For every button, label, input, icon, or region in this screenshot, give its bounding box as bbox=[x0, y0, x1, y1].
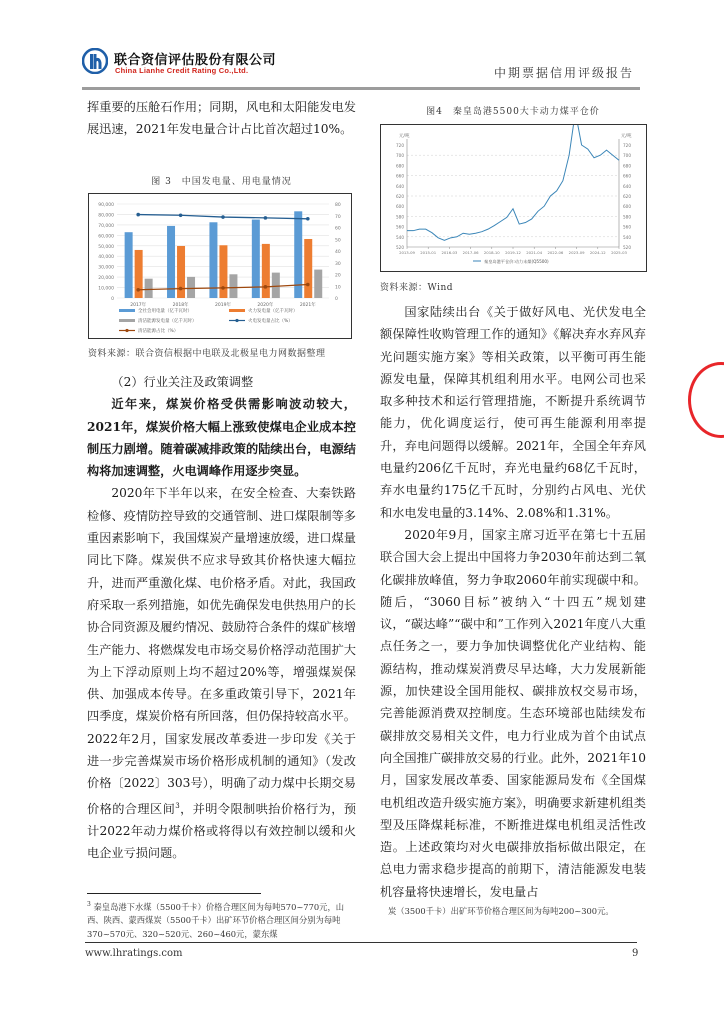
svg-text:70: 70 bbox=[335, 214, 341, 220]
svg-text:2018-10: 2018-10 bbox=[483, 250, 500, 255]
svg-text:2019年: 2019年 bbox=[215, 303, 231, 308]
svg-text:50: 50 bbox=[335, 238, 341, 244]
svg-text:50,000: 50,000 bbox=[98, 244, 114, 250]
svg-text:720: 720 bbox=[396, 143, 404, 148]
footer-website-link[interactable]: www.lhratings.com bbox=[85, 948, 183, 959]
svg-text:清洁能源占比（%）: 清洁能源占比（%） bbox=[138, 329, 179, 334]
svg-text:640: 640 bbox=[623, 183, 631, 189]
svg-text:40: 40 bbox=[335, 250, 341, 255]
report-type: 中期票据信用评级报告 bbox=[493, 66, 634, 80]
right-paragraph-1: 国家陆续出台《关于做好风电、光伏发电全额保障性收购管理工作的通知》《解决弃水弃风弃光问题实施方案》等相关政策，以平衡可再生能源发电量，保障其机组利用水平。电网公司也采取多种技术和运行管理措施，不断提升系统调节能力，优化调度运行，使可再生能源利用率提升，弃电问题得以缓解。2021年，全国全年弃风电量约206亿千瓦时，弃光电量约68亿千瓦时，弃水电量约175亿千瓦时，分别约占风电、光伏和水电发电量的3.14%、2.08%和1.31%。 bbox=[380, 305, 646, 520]
page-header bbox=[82, 48, 642, 84]
left-paragraph-1: 2020年下半年以来，在安全检查、大秦铁路检修、疫情防控导致的交通管制、进口煤限制等多重因素影响下，我国煤炭产量增速放缓，进口煤量同比下降。煤炭供不应求导致其价格快速大幅拉升，进而严重激化煤、电价格矛盾。对此，我国政府采取一系列措施，如优先确保发电供热用户的长协合同资源及履约情况、鼓励符合条件的煤矿核增生产能力、将燃煤发电市场交易价格浮动范围扩大为上下浮动原则上均不超过20%等，增强煤炭保供、加强成本传导。在多重政策引导下，2021年四季度，煤炭价格有所回落，但仍保持较高水平。2022年2月，国家发展改革委进一步印发《关于进一步完善煤炭市场价格形成机制的通知》（发改价格〔2022〕303号），明确了动力煤中长期交易价格的合理区间$^3$，并明令限制哄抬价格行为，预计2022年动力煤价格或将得以有效控制以缓和火电企业亏损问题。 bbox=[87, 486, 357, 861]
svg-text:40,000: 40,000 bbox=[98, 255, 114, 261]
svg-text:80,000: 80,000 bbox=[98, 213, 114, 219]
svg-text:720: 720 bbox=[623, 143, 631, 148]
svg-text:580: 580 bbox=[623, 214, 631, 220]
svg-text:60: 60 bbox=[335, 226, 341, 232]
company-logo-icon bbox=[82, 48, 108, 74]
svg-text:火电发电量占比（%）: 火电发电量占比（%） bbox=[248, 319, 293, 324]
left-body bbox=[87, 371, 356, 865]
footnote-ref[interactable]: 3 bbox=[175, 801, 180, 810]
svg-text:20: 20 bbox=[335, 273, 341, 279]
svg-text:600: 600 bbox=[623, 204, 631, 210]
footnote-right: 炭（3500千卡）出矿环节价格合理区间为每吨200~300元。 bbox=[388, 906, 614, 916]
svg-text:60,000: 60,000 bbox=[98, 234, 114, 240]
svg-text:30: 30 bbox=[335, 261, 341, 267]
svg-text:80: 80 bbox=[335, 203, 341, 208]
left-intro-paragraph: 挥重要的压舱石作用；同期，风电和太阳能发电发展迅速，2021年发电量合计占比首次超过10%。 bbox=[87, 100, 356, 137]
svg-text:560: 560 bbox=[396, 224, 404, 230]
section-title: （2）行业关注及政策调整 bbox=[111, 375, 254, 389]
svg-text:10: 10 bbox=[335, 285, 341, 291]
svg-text:2017年: 2017年 bbox=[130, 303, 147, 308]
svg-text:520: 520 bbox=[623, 245, 631, 250]
svg-text:2022-06: 2022-06 bbox=[547, 250, 564, 255]
svg-text:540: 540 bbox=[623, 234, 631, 240]
footnote-divider bbox=[87, 893, 261, 894]
figure4-source: 资料来源：Wind bbox=[380, 283, 454, 293]
bold-summary: 近年来，煤炭价格受供需影响波动较大，2021年，煤炭价格大幅上涨致使煤电企业成本控制压力剧增。随着碳减排政策的陆续出台，电源结构将加速调整，火电调峰作用逐步突显。 bbox=[87, 397, 356, 479]
svg-text:2023-09: 2023-09 bbox=[568, 250, 585, 255]
power-generation-chart bbox=[89, 194, 351, 338]
svg-text:20,000: 20,000 bbox=[98, 276, 114, 282]
company-name-cn: 联合资信评估股份有限公司 bbox=[114, 53, 277, 68]
svg-text:2016-03: 2016-03 bbox=[441, 250, 458, 255]
footer-divider bbox=[85, 942, 637, 943]
svg-text:2015-01: 2015-01 bbox=[420, 250, 437, 255]
svg-text:580: 580 bbox=[396, 214, 404, 220]
svg-text:660: 660 bbox=[396, 173, 404, 179]
svg-text:640: 640 bbox=[396, 183, 404, 189]
svg-text:70,000: 70,000 bbox=[98, 223, 114, 229]
svg-text:600: 600 bbox=[396, 204, 404, 210]
svg-text:0: 0 bbox=[335, 297, 338, 302]
svg-text:2017-06: 2017-06 bbox=[462, 250, 479, 255]
svg-text:全社会用电量（亿千瓦时）: 全社会用电量（亿千瓦时） bbox=[138, 309, 192, 314]
svg-text:元/吨: 元/吨 bbox=[621, 134, 632, 139]
page-number: 9 bbox=[632, 948, 639, 959]
header-divider bbox=[82, 87, 640, 90]
svg-text:680: 680 bbox=[623, 163, 631, 169]
svg-text:2019-12: 2019-12 bbox=[505, 250, 521, 255]
figure4-chart bbox=[380, 124, 647, 272]
figure4-caption: 图4 秦皇岛港5500大卡动力煤平仓价 bbox=[426, 107, 600, 117]
svg-text:560: 560 bbox=[623, 224, 631, 230]
svg-text:2021-04: 2021-04 bbox=[526, 250, 543, 255]
svg-text:0: 0 bbox=[111, 297, 114, 302]
right-body bbox=[380, 301, 646, 903]
svg-text:700: 700 bbox=[623, 153, 631, 159]
right-paragraph-2: 2020年9月，国家主席习近平在第七十五届联合国大会上提出中国将力争2030年前达到二氧化碳排放峰值，努力争取2060年前实现碳中和。随后，“3060目标”被纳入“十四五”规划建议，“碳达峰”“碳中和”工作列入2021年度八大重点任务之一，要力争加快调整优化产业结构、能源结构，推动煤炭消费尽早达峰，大力发展新能源，加快建设全国用能权、碳排放权交易市场，完善能源消费双控制度。生态环境部也陆续发布碳排放交易相关文件，电力行业成为首个由试点向全国推广碳排放交易的行业。此外，2021年10月，国家发展改革委、国家能源局发布《全国煤电机组改造升级实施方案》，明确要求新建机组类型及压降煤耗标准，不断推进煤电机组灵活性改造。上述政策均对火电碳排放指标做出限定，在总电力需求稳步提高的前期下，清洁能源发电装机容量将快速增长，发电量占 bbox=[380, 527, 646, 899]
svg-text:30,000: 30,000 bbox=[98, 265, 114, 271]
svg-text:清洁能源发电量（亿千瓦时）: 清洁能源发电量（亿千瓦时） bbox=[138, 319, 197, 324]
svg-text:620: 620 bbox=[396, 194, 404, 199]
figure3-chart bbox=[88, 193, 352, 339]
svg-text:秦皇岛港平仓价:动力末煤(Q5500): 秦皇岛港平仓价:动力末煤(Q5500) bbox=[484, 259, 549, 264]
svg-text:2021年: 2021年 bbox=[299, 303, 316, 308]
svg-text:540: 540 bbox=[396, 234, 404, 240]
svg-text:10,000: 10,000 bbox=[98, 286, 114, 292]
footnote-left: $^3$ 秦皇岛港下水煤（5500千卡）价格合理区间为每吨570~770元，山西、陕西、蒙西煤炭（5500千卡）出矿环节价格合理区间分别为每吨370~570元、320~520元、260~460元，蒙东煤 bbox=[87, 901, 345, 939]
figure3-source: 资料来源：联合资信根据中电联及北极星电力网数据整理 bbox=[88, 349, 326, 359]
svg-text:元/吨: 元/吨 bbox=[399, 134, 410, 139]
svg-text:90,000: 90,000 bbox=[98, 203, 114, 208]
svg-text:2025-03: 2025-03 bbox=[611, 250, 627, 255]
svg-text:520: 520 bbox=[396, 245, 404, 250]
svg-text:700: 700 bbox=[396, 153, 404, 159]
coal-price-chart bbox=[381, 125, 646, 271]
figure3-caption: 图 3 中国发电量、用电量情况 bbox=[151, 177, 292, 187]
company-name-en: China Lianhe Credit Rating Co.,Ltd. bbox=[115, 66, 249, 75]
svg-text:680: 680 bbox=[396, 163, 404, 169]
svg-text:2013-09: 2013-09 bbox=[399, 250, 415, 255]
svg-text:2024-12: 2024-12 bbox=[589, 250, 606, 255]
svg-text:660: 660 bbox=[623, 173, 631, 179]
red-seal-stamp bbox=[688, 362, 724, 438]
svg-text:620: 620 bbox=[623, 194, 631, 199]
svg-text:2018年: 2018年 bbox=[172, 303, 189, 308]
svg-text:火力发电量（亿千瓦时）: 火力发电量（亿千瓦时） bbox=[248, 309, 298, 314]
svg-text:2020年: 2020年 bbox=[257, 303, 274, 308]
